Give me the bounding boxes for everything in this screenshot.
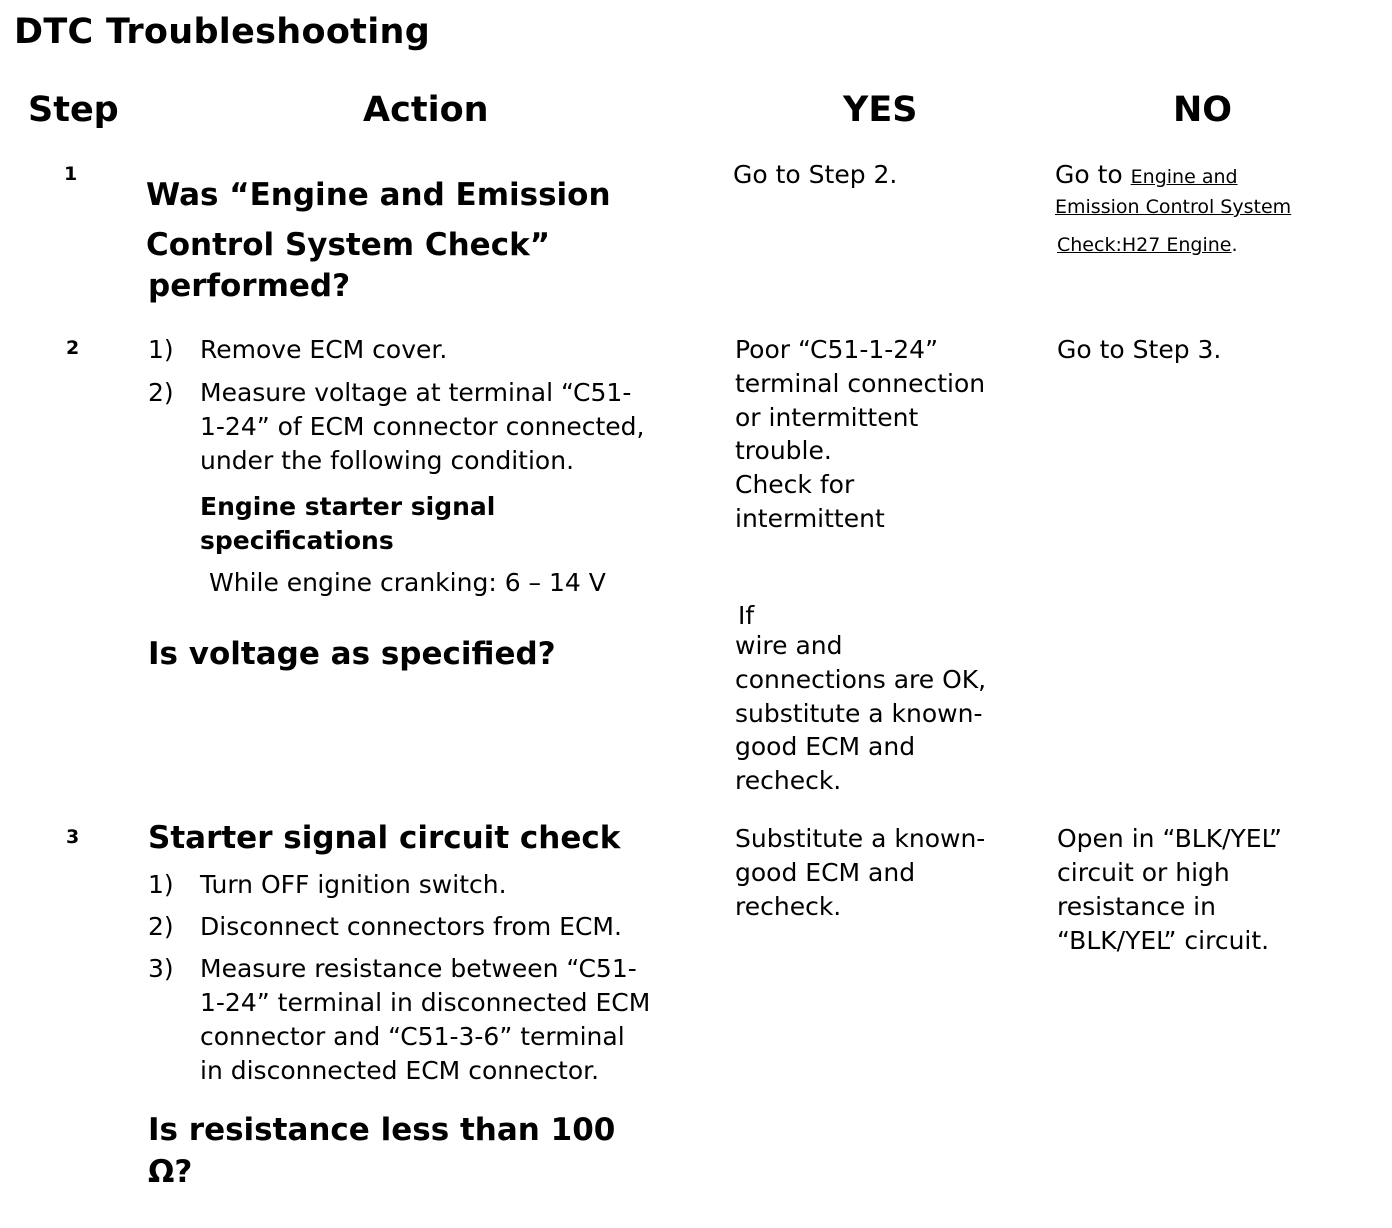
list-item-text: Remove ECM cover. [200,335,448,364]
yes-result-line: recheck. [735,766,842,795]
engine-check-link[interactable]: Check:H27 Engine [1057,234,1232,256]
column-header-step: Step [28,90,119,130]
step-question [146,170,611,270]
column-header-action: Action [363,90,489,130]
list-item-number: 1) [148,335,174,364]
engine-check-link[interactable]: Emission Control System [1055,196,1292,218]
list-item-number: 2) [148,378,174,407]
yes-result-line: substitute a known- [735,699,983,728]
no-result-link-line[interactable] [1055,190,1291,222]
engine-check-link[interactable]: Engine and [1130,166,1238,188]
no-result-text: Go to [1055,160,1131,189]
list-item-text: Turn OFF ignition switch. [200,870,507,899]
yes-result-line: wire and [735,631,843,660]
yes-result: Go to Step 2. [733,160,898,189]
yes-result-line: recheck. [735,892,842,921]
yes-result-line: trouble. [735,436,832,465]
yes-result-line: good ECM and [735,858,916,887]
question-line: Was “Engine and Emission [146,177,611,213]
column-header-yes: YES [843,90,918,130]
no-result-line: “BLK/YEL” circuit. [1057,926,1270,955]
list-item-number: 1) [148,870,174,899]
no-result-line: resistance in [1057,892,1216,921]
yes-result-line: terminal connection [735,369,986,398]
step-number: 1 [64,163,78,185]
list-item-text: 1-24” terminal in disconnected ECM [200,988,651,1017]
no-result [1055,158,1238,194]
list-item-number: 3) [148,954,174,983]
step-question: Is voltage as specified? [148,636,556,672]
yes-result-line: If [738,601,755,630]
list-item-text: in disconnected ECM connector. [200,1056,600,1085]
list-item-text: Measure resistance between “C51- [200,954,637,983]
yes-result-line: intermittent [735,504,885,533]
spec-title: specifications [200,526,394,555]
spec-value: While engine cranking: 6 – 14 V [209,568,606,597]
yes-result-line: Check for [735,470,855,499]
no-result-period: . [1231,234,1238,256]
yes-result-line: connections are OK, [735,665,987,694]
question-line: Control System Check” [146,227,551,263]
list-item-text: Disconnect connectors from ECM. [200,912,622,941]
yes-result-line: Poor “C51-1-24” [735,335,939,364]
step-number: 2 [66,337,80,359]
step-number: 3 [66,826,80,848]
yes-result-line: Substitute a known- [735,824,986,853]
yes-result-line: good ECM and [735,732,916,761]
yes-result [735,333,1045,543]
spec-title: Engine starter signal [200,492,496,521]
list-item-text: under the following condition. [200,446,575,475]
step-question-end: Ω? [148,1154,193,1190]
list-item-text: 1-24” of ECM connector connected, [200,412,645,441]
list-item-text: Measure voltage at terminal “C51- [200,378,632,407]
step-question: Is resistance less than 100 [148,1112,616,1148]
list-item-number: 2) [148,912,174,941]
no-result-line: Open in “BLK/YEL” [1057,824,1282,853]
list-item-text: connector and “C51-3-6” terminal [200,1022,625,1051]
yes-result-line: or intermittent [735,403,919,432]
page-title: DTC Troubleshooting [14,12,431,52]
step-heading: Starter signal circuit check [148,820,621,856]
column-header-no: NO [1173,90,1233,130]
no-result-line: circuit or high [1057,858,1230,887]
no-result-link-line[interactable] [1057,228,1238,260]
step-question-end: performed? [148,268,351,304]
no-result: Go to Step 3. [1057,335,1222,364]
